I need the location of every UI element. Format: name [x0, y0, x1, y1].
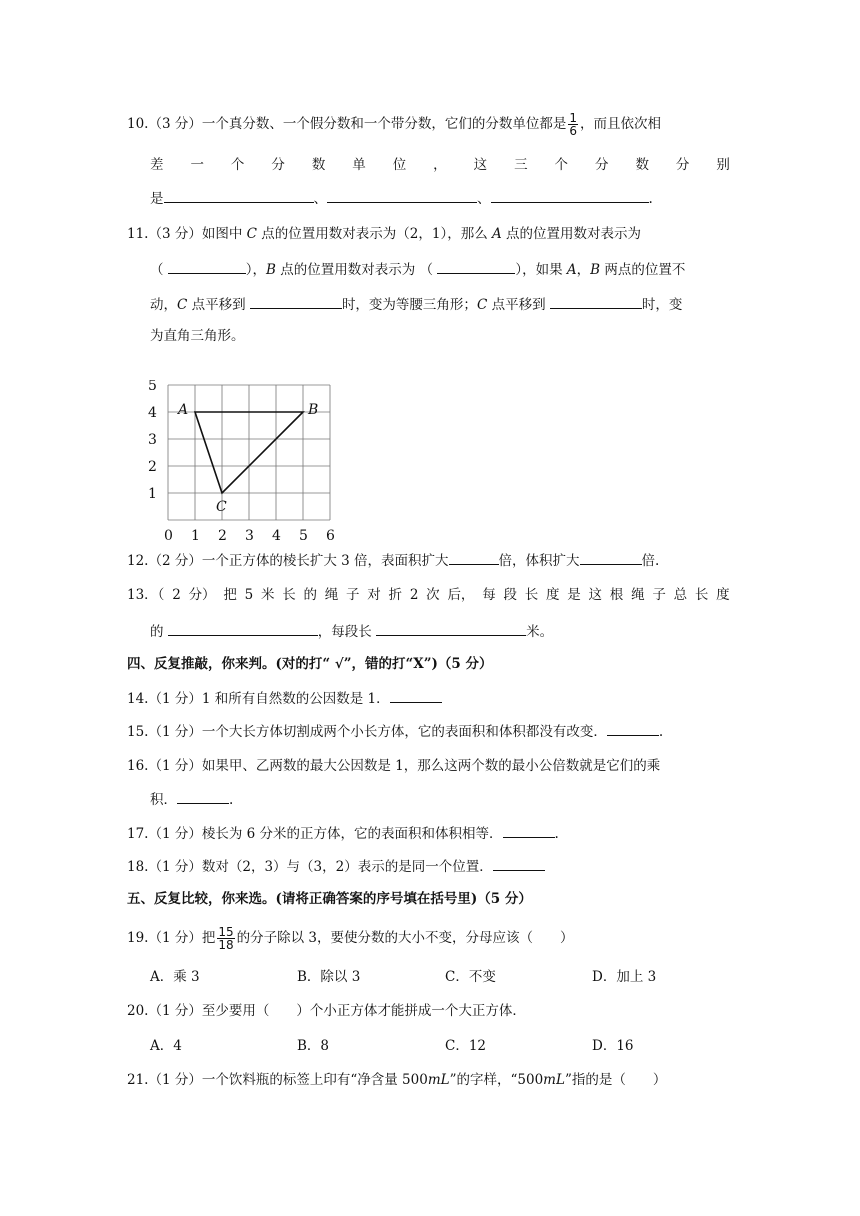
question-11-line-4: [150, 326, 245, 346]
question-text-char: 个: [230, 157, 245, 173]
question-text: 19.（1 分）把: [127, 930, 216, 946]
question-text-char: 2: [409, 587, 419, 603]
point-label: C: [177, 297, 188, 313]
question-text: 两点的位置不: [600, 262, 686, 278]
question-text: 时，变: [641, 297, 683, 313]
question-text: 点的位置用数对表示为（2，1），那么: [257, 226, 493, 242]
question-11-line-1: [127, 224, 641, 244]
answer-blank[interactable]: [327, 188, 477, 203]
question-text: 16.（1 分）如果甲、乙两数的最大公因数是 1，那么这两个数的最小公倍数就是它们的乘: [127, 758, 661, 774]
question-17: [127, 823, 559, 843]
question-text-char: 13．（: [127, 587, 165, 603]
answer-blank[interactable]: [437, 259, 515, 274]
point-label: B: [590, 262, 601, 278]
answer-blank[interactable]: [250, 294, 342, 309]
grid-lines: [168, 385, 330, 520]
question-text-char: 是: [567, 587, 581, 603]
option-d[interactable]: D．加上 3: [592, 969, 657, 985]
question-text-char: ，: [433, 157, 447, 173]
question-text-char: 长: [282, 587, 296, 603]
x-tick-label: 2: [218, 528, 227, 544]
question-text: ，: [576, 262, 591, 278]
y-tick-label: 1: [148, 486, 157, 502]
x-tick-label: 4: [272, 528, 281, 544]
question-text-char: 长: [694, 587, 709, 603]
question-text-char: 次: [426, 587, 440, 603]
question-text-char: 分）: [188, 587, 216, 603]
option-c[interactable]: C．不变: [445, 969, 496, 985]
question-16-line-1: [127, 756, 660, 776]
question-13-line-2: [150, 621, 553, 641]
question-text: 的分子除以 3，要使分数的大小不变，分母应该（ ）: [236, 930, 574, 946]
question-18: [127, 856, 545, 876]
question-text: 18.（1 分）数对（2，3）与（3，2）表示的是同一个位置．: [127, 859, 493, 875]
option-c[interactable]: C．12: [445, 1038, 487, 1054]
fraction-fifteen-eighteenths: [217, 926, 234, 951]
question-text: 米。: [526, 624, 554, 640]
question-text: ，而且依次相: [580, 116, 661, 132]
question-text: 为直角三角形。: [150, 328, 245, 344]
question-text-char: 5: [244, 587, 254, 603]
question-14: [127, 688, 442, 708]
x-tick-label: 5: [299, 528, 308, 544]
y-tick-label: 2: [148, 459, 157, 475]
period: .: [554, 826, 559, 842]
answer-blank[interactable]: [493, 856, 545, 871]
unit-ml: mL: [427, 1072, 450, 1088]
point-label: A: [492, 226, 502, 242]
answer-blank[interactable]: [177, 789, 229, 804]
answer-blank[interactable]: [164, 188, 314, 203]
question-text-char: 分: [594, 157, 609, 173]
question-text-char: 个: [554, 157, 569, 173]
answer-blank[interactable]: [376, 621, 526, 636]
question-text: 11.（3 分）如图中: [127, 226, 247, 242]
fraction-numerator: 1: [569, 111, 577, 125]
question-20: 20.（1 分）至少要用（ ）个小正方体才能拼成一个大正方体．: [127, 1003, 526, 1019]
x-tick-label: 0: [164, 528, 173, 544]
y-tick-label: 5: [148, 380, 157, 394]
question-text-char: 把: [223, 587, 237, 603]
question-text: ”指的是（ ）: [564, 1072, 667, 1088]
grid-tick-labels: [148, 380, 335, 544]
question-19: [127, 925, 574, 951]
y-tick-label: 3: [148, 432, 157, 448]
question-text-char: 总: [673, 587, 688, 603]
question-text: 15.（1 分）一个大长方体切割成两个小长方体，它的表面积和体积都没有改变．: [127, 724, 607, 740]
answer-blank[interactable]: [168, 259, 246, 274]
question-text-char: 每: [482, 587, 496, 603]
answer-blank[interactable]: [449, 550, 499, 565]
x-tick-label: 6: [326, 528, 335, 544]
option-b[interactable]: B．8: [297, 1038, 330, 1054]
question-text: 动，: [150, 297, 177, 313]
question-text-char: 单: [352, 157, 366, 173]
option-d[interactable]: D．16: [592, 1038, 634, 1054]
question-text: 12.（2 分）一个正方体的棱长扩大 3 倍，表面积扩大: [127, 553, 449, 569]
question-text: 是: [150, 191, 164, 207]
question-text: 积．: [150, 792, 177, 808]
question-10-line-1: [127, 111, 661, 138]
question-text: 点平移到: [487, 297, 550, 313]
answer-blank[interactable]: [580, 550, 642, 565]
answer-blank[interactable]: [607, 721, 659, 736]
question-text-char: 位: [392, 157, 407, 173]
point-label-c: C: [216, 499, 227, 515]
point-label: A: [566, 262, 577, 278]
question-text-char: 根: [609, 587, 624, 603]
question-text: （: [150, 262, 168, 278]
y-tick-label: 4: [148, 405, 157, 421]
question-12: [127, 550, 659, 570]
answer-blank[interactable]: [491, 188, 649, 203]
x-tick-label: 3: [245, 528, 254, 544]
question-text-char: 折: [388, 587, 403, 603]
x-tick-label: 1: [191, 528, 200, 544]
fraction-numerator: 15: [218, 925, 234, 939]
question-11-line-3: [150, 294, 682, 314]
question-text-char: 数: [311, 157, 326, 173]
question-text-char: 子: [346, 587, 360, 603]
question-text-char: 后，: [447, 587, 475, 603]
question-text: 点的位置用数对表示为: [501, 226, 642, 242]
question-text-char: 别: [716, 157, 730, 173]
question-text: 21.（1 分）一个饮料瓶的标签上印有“净含量 500: [127, 1072, 428, 1088]
question-10-line-3: [150, 188, 653, 208]
question-text-char: 段: [503, 587, 517, 603]
question-text-char: 度: [716, 587, 730, 603]
question-text: 倍，体积扩大: [498, 553, 580, 569]
question-text-char: 子: [652, 587, 666, 603]
fraction-one-sixth: [568, 112, 578, 137]
point-label: C: [246, 226, 257, 242]
question-text: 10.（3 分）一个真分数、一个假分数和一个带分数，它们的分数单位都是: [127, 116, 567, 132]
question-13-line-1: [127, 585, 730, 605]
period: .: [229, 792, 234, 808]
answer-blank[interactable]: [550, 294, 642, 309]
question-text: 点平移到: [187, 297, 250, 313]
question-text-char: 数: [635, 157, 649, 173]
unit-ml: mL: [543, 1072, 565, 1088]
section-5-heading: 五、反复比较，你来选。(请将正确答案的序号填在括号里)（5 分）: [127, 891, 532, 907]
fraction-denominator: 6: [569, 124, 577, 138]
question-text-char: 对: [367, 587, 381, 603]
question-text: 17.（1 分）棱长为 6 分米的正方体，它的表面积和体积相等．: [127, 826, 503, 842]
separator: 、: [313, 191, 327, 207]
option-a[interactable]: A．4: [150, 1038, 182, 1054]
question-text: ，每段长: [317, 624, 377, 640]
question-text: 时，变为等腰三角形；: [341, 297, 477, 313]
question-text-char: 度: [546, 587, 560, 603]
question-text-char: 绳: [324, 587, 339, 603]
question-text-char: 差: [150, 157, 164, 173]
answer-blank[interactable]: [390, 688, 442, 703]
question-text: 点的位置用数对表示为 （: [275, 262, 438, 278]
question-text: ”的字样，“500: [449, 1072, 544, 1088]
point-label: C: [476, 297, 488, 313]
answer-blank[interactable]: [168, 621, 318, 636]
question-text-char: 这: [588, 587, 603, 603]
question-text: 14.（1 分）1 和所有自然数的公因数是 1．: [127, 691, 390, 707]
answer-blank[interactable]: [503, 823, 555, 838]
question-text: 倍.: [641, 553, 660, 569]
point-label-b: B: [308, 402, 319, 418]
question-text-char: 的: [303, 587, 317, 603]
period: .: [658, 724, 664, 740]
separator: 、: [477, 191, 491, 207]
question-text-char: 分: [675, 157, 690, 173]
question-21: [127, 1070, 666, 1090]
point-label-a: A: [178, 402, 189, 418]
question-text-char: 这: [473, 157, 488, 173]
question-text: ），: [245, 262, 267, 278]
question-15: [127, 721, 663, 741]
question-text-char: 2: [172, 587, 181, 603]
fraction-denominator: 18: [218, 938, 234, 952]
question-text-char: 分: [271, 157, 285, 173]
question-text-char: 三: [514, 157, 528, 173]
question-16-line-2: [150, 789, 233, 809]
option-a[interactable]: A．乘 3: [150, 969, 200, 985]
option-b[interactable]: B．除以 3: [297, 969, 361, 985]
question-text: 的: [150, 624, 168, 640]
coordinate-grid-figure: [138, 380, 358, 548]
question-10-line-2: [150, 155, 730, 175]
question-text-char: 米: [260, 587, 275, 603]
section-4-heading: 四、反复推敲，你来判。(对的打“ √”，错的打“X”)（5 分）: [127, 656, 493, 672]
question-text: ），如果: [515, 262, 567, 278]
question-11-line-2: [150, 259, 685, 279]
question-text-char: 长: [524, 587, 539, 603]
question-text-char: 一: [190, 157, 204, 173]
question-text-char: 绳: [631, 587, 645, 603]
point-label: B: [266, 262, 276, 278]
period: .: [648, 191, 653, 207]
